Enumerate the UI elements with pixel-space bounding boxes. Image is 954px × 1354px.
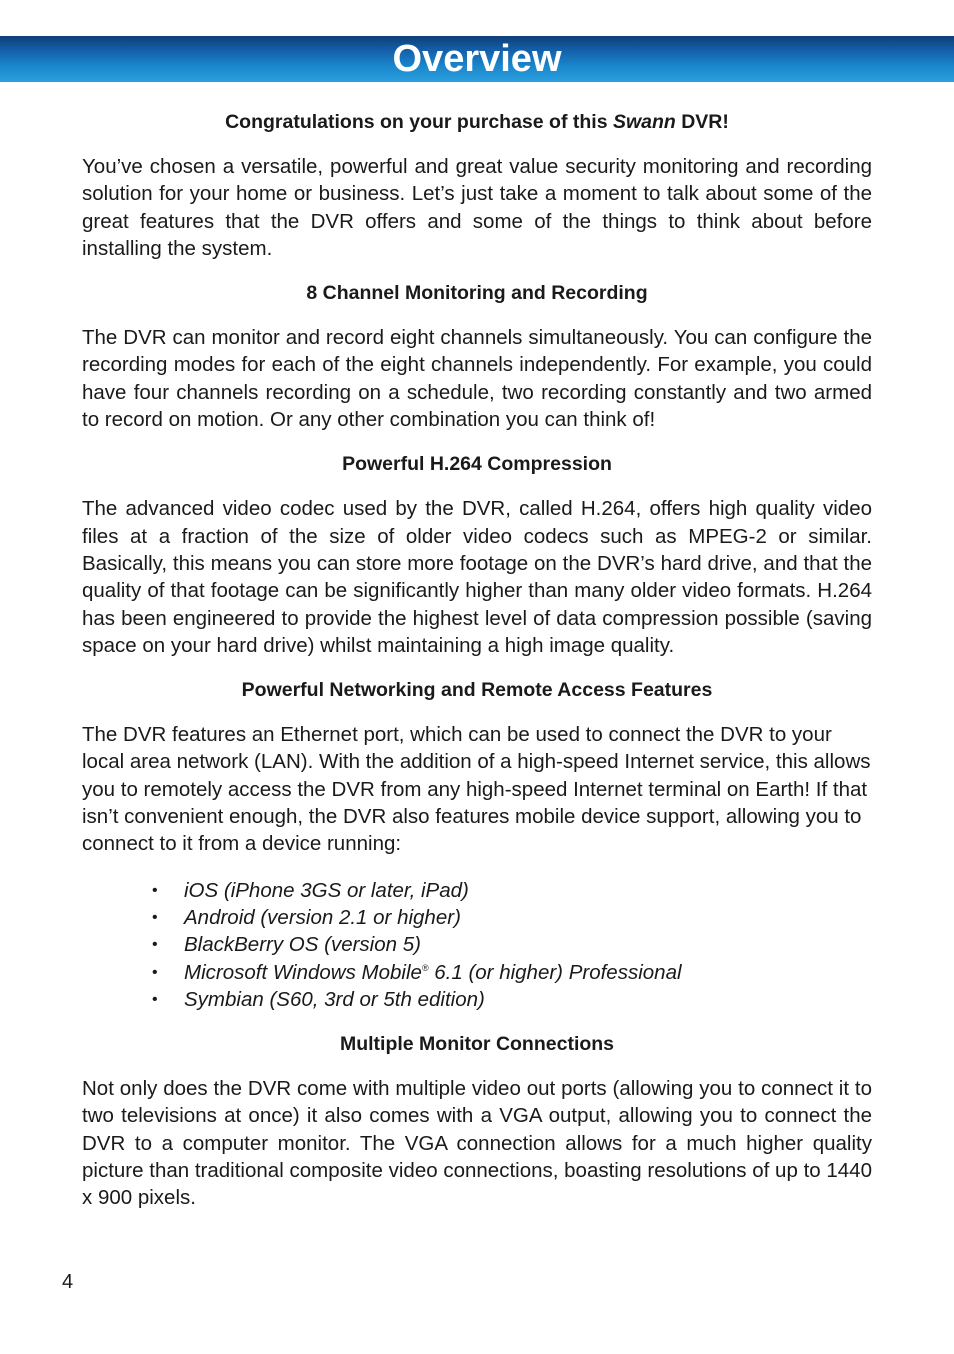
- section-heading-compression: Powerful H.264 Compression: [342, 453, 612, 476]
- section-paragraph-compression: The advanced video codec used by the DVR, called H.264, offers high quality video files at a fraction of the size of older video codecs such as MPEG-2 or similar. Basically, this means you can store more footage on the DVR’s hard drive, and that the quality of that footage can be significantly higher than many older video formats. H.264 has been engineered to provide the highest level of data compression possible (saving space on your hard drive) whilst maintaining a high image quality.: [82, 497, 872, 657]
- page-number: 4: [62, 1271, 74, 1293]
- bullet-icon: •: [152, 881, 158, 899]
- section-heading-monitors: Multiple Monitor Connections: [339, 1033, 615, 1056]
- list-item: • Symbian (S60, 3rd or 5th edition): [152, 986, 872, 1013]
- list-item: • BlackBerry OS (version 5): [152, 931, 872, 958]
- list-item: • Android (version 2.1 or higher): [152, 904, 872, 931]
- section-heading-channels: 8 Channel Monitoring and Recording: [306, 282, 648, 305]
- list-item: • iOS (iPhone 3GS or later, iPad): [152, 877, 872, 904]
- section-paragraph-channels: The DVR can monitor and record eight channels simultaneously. You can configure the recording modes for each of the eight channels independently. For example, you could have four channels recording on a schedule, two recording constantly and two armed to record on motion. Or any other combination you can think of!: [82, 326, 872, 432]
- intro-paragraph: You’ve chosen a versatile, powerful and great value security monitoring and recording solution for your home or business. Let’s just take a moment to talk about some of the great features that the DVR offers and some of the things to think about before installing the system.: [82, 155, 872, 260]
- section-heading-networking: Powerful Networking and Remote Access Features: [241, 679, 713, 702]
- intro-heading-brand: Swann: [612, 111, 676, 133]
- bullet-icon: •: [152, 963, 158, 981]
- section-paragraph-networking: The DVR features an Ethernet port, which can be used to connect the DVR to your local area network (LAN). With the addition of a high-speed Internet service, this allows you to remotely access the DVR from any high-speed Internet terminal on Earth! If that isn’t convenient enough, the DVR also features mobile device support, allowing you to connect to it from a device running:: [82, 723, 871, 856]
- registered-mark: ®: [421, 962, 429, 973]
- bullet-icon: •: [152, 908, 158, 926]
- mobile-platform-list: [82, 877, 872, 1013]
- intro-heading: [82, 108, 872, 136]
- page-title: Overview: [392, 38, 562, 80]
- bullet-icon: •: [152, 990, 158, 1008]
- bullet-icon: •: [152, 936, 158, 954]
- page-content: [82, 108, 872, 1212]
- list-item: • Microsoft Windows Mobile® 6.1 (or higher) Professional: [152, 959, 872, 986]
- intro-heading-after: DVR!: [675, 111, 729, 133]
- section-paragraph-monitors: Not only does the DVR come with multiple video out ports (allowing you to connect it to two televisions at once) it also comes with a VGA output, allowing you to connect the DVR to a computer monitor. The VGA connection allows for a much higher quality picture than traditional composite video connections, boasting resolutions of up to 1440 x 900 pixels.: [82, 1077, 872, 1210]
- intro-heading-before: Congratulations on your purchase of this: [225, 111, 613, 133]
